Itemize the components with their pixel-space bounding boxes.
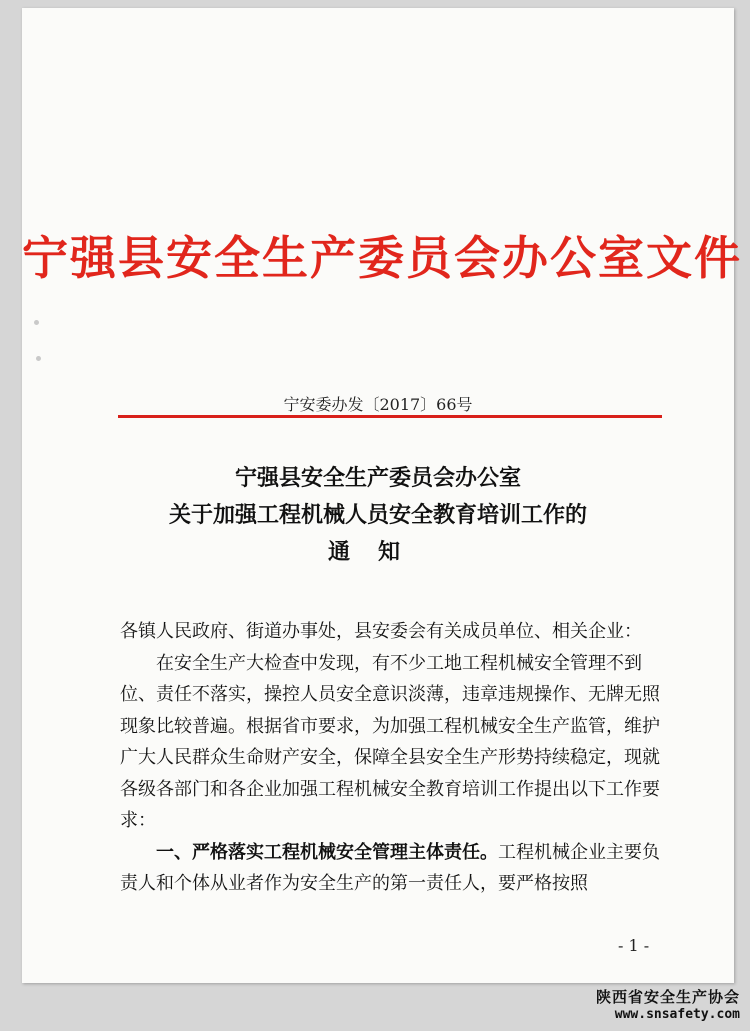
document-header-title: 宁强县安全生产委员会办公室文件 (22, 231, 742, 285)
notice-title-line-1: 宁强县安全生产委员会办公室 (234, 465, 521, 491)
document-body (120, 616, 668, 900)
source-watermark (596, 986, 740, 1022)
red-divider-line (118, 415, 662, 418)
section-1-text: 工程机械企业主要负责人和个体从业者作为安全生产的第一责任人，要严格按照 (120, 841, 660, 894)
watermark-name: 陕西省安全生产协会 (595, 988, 740, 1006)
body-paragraph: 在安全生产大检查中发现，有不少工地工程机械安全管理不到位、责任不落实，操控人员安全意识淡薄，违章违规操作、无牌无照现象比较普遍。根据省市要求，为加强工程机械安全生产监管，维护广大人民群众生命财产安全，保障全县安全生产形势持续稳定，现就各级各部门和各企业加强工程机械安全教育培训工作提出以下工作要求： (120, 652, 660, 831)
punch-mark (34, 320, 39, 325)
page-number: - 1 - (618, 936, 650, 955)
notice-title (22, 460, 734, 571)
document-number: 宁安委办发〔2017〕66号 (283, 395, 473, 414)
section-1-heading: 一、严格落实工程机械安全管理主体责任。 (156, 841, 498, 863)
watermark-url: www.snsafety.com (614, 1007, 740, 1022)
notice-title-line-3: 通知 (327, 539, 428, 565)
document-page (22, 8, 742, 983)
salutation: 各镇人民政府、街道办事处，县安委会有关成员单位、相关企业： (120, 621, 642, 642)
section-1-paragraph (120, 837, 668, 900)
punch-mark (36, 356, 41, 361)
notice-title-line-2: 关于加强工程机械人员安全教育培训工作的 (168, 502, 587, 528)
